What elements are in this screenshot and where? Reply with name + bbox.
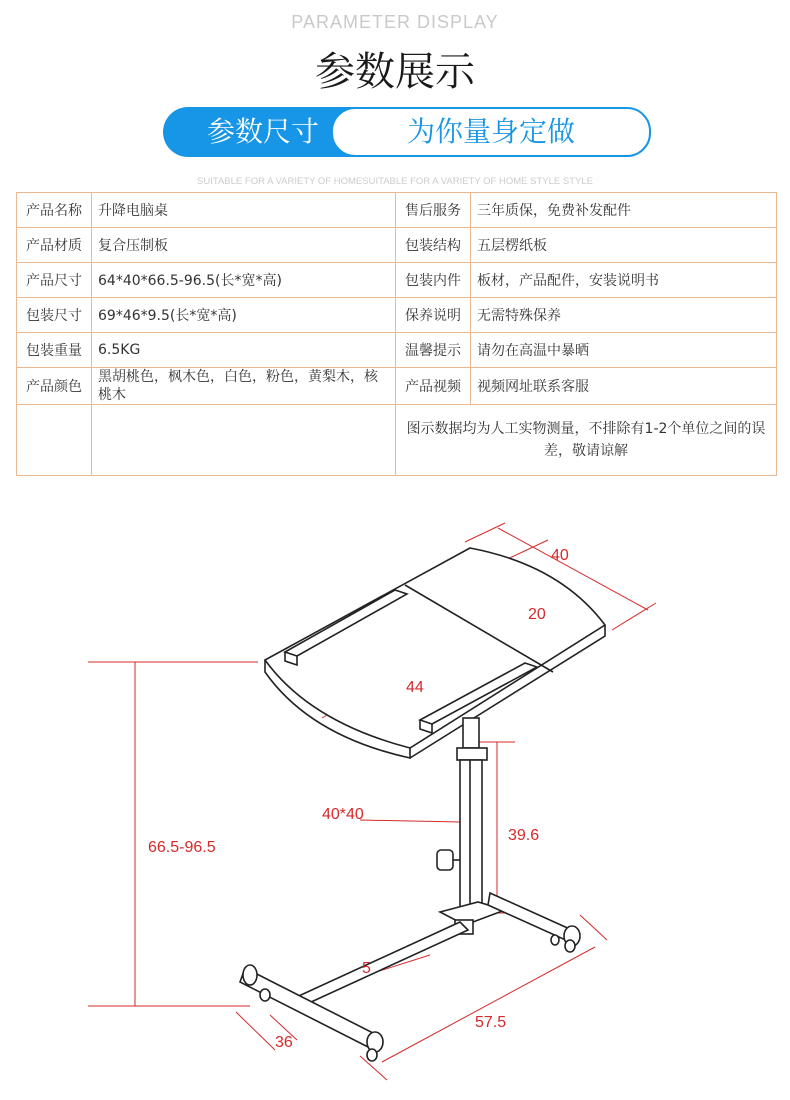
desk-dimension-diagram <box>0 500 790 1100</box>
dim-height: 66.5-96.5 <box>148 839 216 856</box>
banner-right-label: 为你量身定做 <box>331 107 651 157</box>
spec-label: 保养说明 <box>396 298 471 333</box>
table-row <box>17 228 777 263</box>
spec-label: 售后服务 <box>396 193 471 228</box>
dim-top-width: 40 <box>551 547 569 564</box>
spec-label: 产品颜色 <box>17 368 92 405</box>
spec-table <box>16 192 777 476</box>
measurement-note: 图示数据均为人工实物测量，不排除有1-2个单位之间的误差，敬请谅解 <box>396 405 777 476</box>
spec-label: 包装重量 <box>17 333 92 368</box>
table-row <box>17 263 777 298</box>
dim-column: 40*40 <box>322 806 364 823</box>
spec-value: 69*46*9.5(长*宽*高) <box>92 298 396 333</box>
desk-drawing <box>240 548 605 1061</box>
dim-half-width: 20 <box>528 606 546 623</box>
spec-value: 视频网址联系客服 <box>471 368 777 405</box>
spec-value: 6.5KG <box>92 333 396 368</box>
table-row <box>17 405 777 476</box>
spec-value: 复合压制板 <box>92 228 396 263</box>
table-row <box>17 298 777 333</box>
english-title: PARAMETER DISPLAY <box>291 12 499 32</box>
empty-cell <box>17 405 92 476</box>
dim-top-length: 44 <box>406 679 424 696</box>
table-row <box>17 193 777 228</box>
spec-value: 请勿在高温中暴晒 <box>471 333 777 368</box>
spec-label: 包装尺寸 <box>17 298 92 333</box>
dim-column-height: 39.6 <box>508 827 540 844</box>
dim-base-depth: 36 <box>275 1034 293 1051</box>
dim-base-length: 57.5 <box>475 1014 507 1031</box>
spec-label: 产品视频 <box>396 368 471 405</box>
spec-value: 64*40*66.5-96.5(长*宽*高) <box>92 263 396 298</box>
english-subline: SUITABLE FOR A VARIETY OF HOMESUITABLE FOR A VARIETY OF HOME STYLE STYLE <box>197 176 593 187</box>
spec-label: 产品名称 <box>17 193 92 228</box>
title-banner <box>163 107 651 157</box>
spec-value: 升降电脑桌 <box>92 193 396 228</box>
spec-value: 板材，产品配件，安装说明书 <box>471 263 777 298</box>
spec-value: 五层楞纸板 <box>471 228 777 263</box>
spec-label: 包装内件 <box>396 263 471 298</box>
empty-cell <box>92 405 396 476</box>
dim-base-tube: 5 <box>362 960 371 977</box>
banner-left-label: 参数尺寸 <box>163 107 363 157</box>
spec-value: 无需特殊保养 <box>471 298 777 333</box>
spec-label: 包装结构 <box>396 228 471 263</box>
spec-value: 黑胡桃色，枫木色，白色，粉色，黄梨木，核桃木 <box>92 368 396 405</box>
spec-label: 产品材质 <box>17 228 92 263</box>
spec-value: 三年质保，免费补发配件 <box>471 193 777 228</box>
table-row <box>17 333 777 368</box>
table-row <box>17 368 777 405</box>
spec-label: 产品尺寸 <box>17 263 92 298</box>
spec-label: 温馨提示 <box>396 333 471 368</box>
page-title: 参数展示 <box>315 49 475 95</box>
